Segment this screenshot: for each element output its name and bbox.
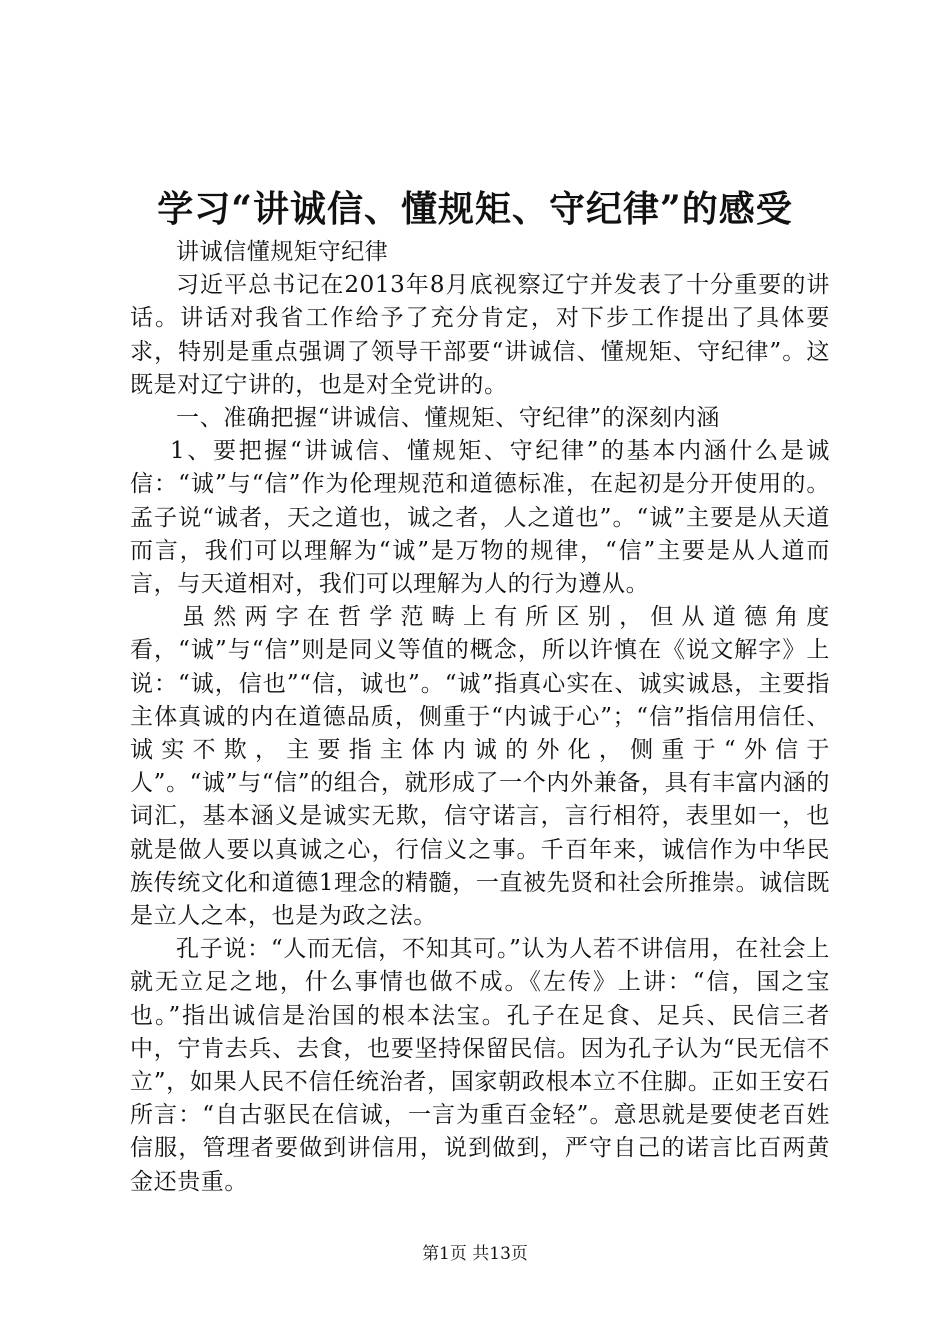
intro-paragraph: 习近平总书记在2013年8月底视察辽宁并发表了十分重要的讲话。讲话对我省工作给予了充分肯定，对下步工作提出了具体要求，特别是重点强调了领导干部要“讲诚信、懂规矩、守纪律”。这既是对辽宁讲的，也是对全党讲的。 <box>130 272 830 398</box>
section-heading: 一、准确把握“讲诚信、懂规矩、守纪律”的深刻内涵 <box>176 405 720 432</box>
page-number-footer: 第1页 共13页 <box>422 1244 528 1264</box>
document-title: 学习“讲诚信、懂规矩、守纪律”的感受 <box>157 188 793 230</box>
document-body <box>130 236 830 1199</box>
body-paragraph: 孔子说：“人而无信，不知其可。”认为人若不讲信用，在社会上就无立足之地，什么事情也做不成。《左传》上讲：“信，国之宝也。”指出诚信是治国的根本法宝。孔子在足食、足兵、民信三者中，宁肯去兵、去食，也要坚持保留民信。因为孔子认为“民无信不立”，如果人民不信任统治者，国家朝政根本立不住脚。正如王安石所言：“自古驱民在信诚，一言为重百金轻”。意思就是要使老百姓信服，管理者要做到讲信用，说到做到，严守自己的诺言比百两黄金还贵重。 <box>130 936 830 1195</box>
body-paragraph: 1、要把握“讲诚信、懂规矩、守纪律”的基本内涵什么是诚信：“诚”与“信”作为伦理规范和道德标准，在起初是分开使用的。孟子说“诚者，天之道也，诚之者，人之道也”。“诚”主要是从天道而言，我们可以理解为“诚”是万物的规律，“信”主要是从人道而言，与天道相对，我们可以理解为人的行为遵从。 <box>130 438 830 598</box>
subtitle-paragraph: 讲诚信懂规矩守纪律 <box>176 239 389 265</box>
body-paragraph: 虽然两字在哲学范畴上有所区别，但从道德角度看，“诚”与“信”则是同义等值的概念，所以许慎在《说文解字》上说：“诚，信也”“信，诚也”。“诚”指真心实在、诚实诚恳，主要指主体真诚的内在道德品质，侧重于“内诚于心”；“信”指信用信任、诚实不欺，主要指主体内诚的外化，侧重于“外信于人”。“诚”与“信”的组合，就形成了一个内外兼备，具有丰富内涵的词汇，基本涵义是诚实无欺，信守诺言，言行相符，表里如一，也就是做人要以真诚之心，行信义之事。千百年来，诚信作为中华民族传统文化和道德1理念的精髓，一直被先贤和社会所推崇。诚信既是立人之本，也是为政之法。 <box>130 604 830 930</box>
